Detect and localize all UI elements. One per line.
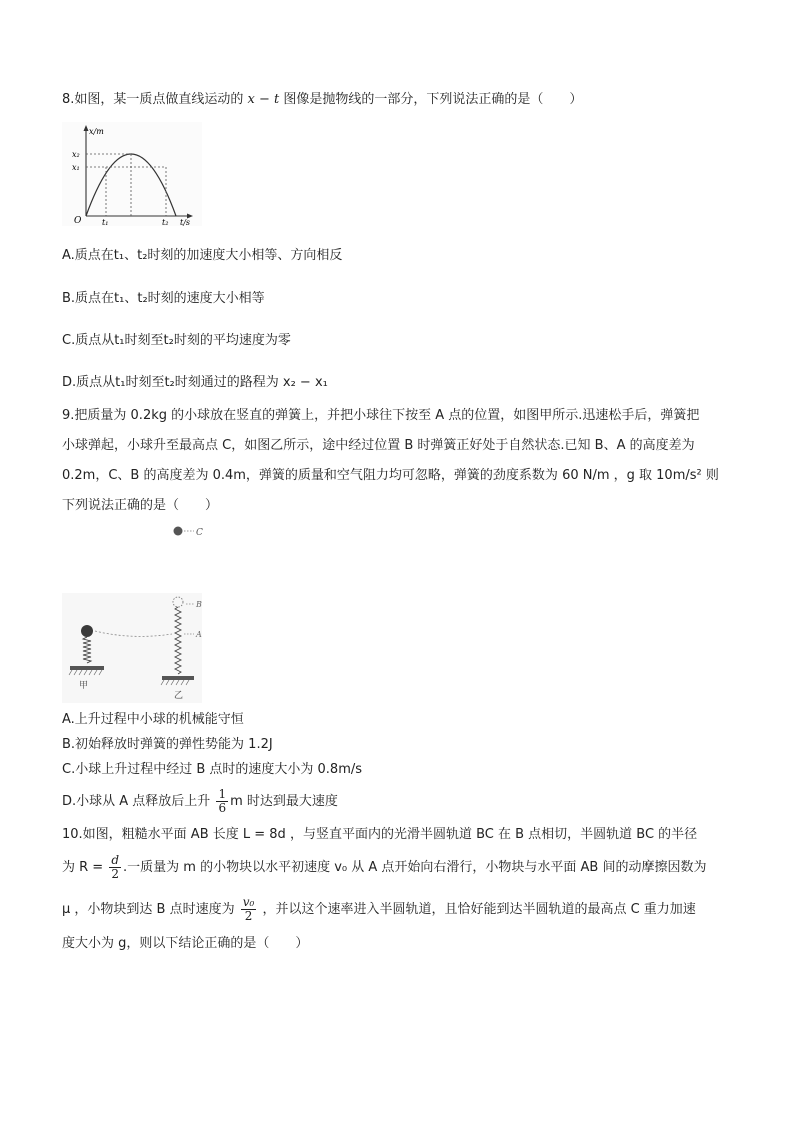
q8-option-b: B.质点在t₁、t₂时刻的速度大小相等 (62, 291, 265, 306)
q9-option-c: C.小球上升过程中经过 B 点时的速度大小为 0.8m/s (62, 762, 363, 777)
q9-option-d (62, 787, 338, 817)
label-jia: 甲 (79, 681, 89, 691)
q9-option-a: A.上升过程中小球的机械能守恒 (62, 712, 244, 727)
label-a: A (196, 630, 202, 639)
q10-l3-post: ，并以这个速率进入半圆轨道，且恰好能到达半圆轨道的最高点 C 重力加速 (258, 902, 696, 917)
x1-label: x₁ (72, 163, 80, 172)
q9-line1: 9.把质量为 0.2kg 的小球放在竖直的弹簧上，并把小球往下按至 A 点的位置，如图甲所示.迅速松手后，弹簧把 (62, 408, 700, 423)
q8-stem-pre: 8.如图，某一质点做直线运动的 (62, 92, 248, 107)
label-yi: 乙 (174, 691, 184, 701)
q8-xt-graph (62, 122, 202, 226)
q9-d-pre: D.小球从 A 点释放后上升 (62, 794, 215, 809)
q10-radius-fraction: $\frac{d}{2}$ (111, 853, 120, 881)
q10-line4: 度大小为 g，则以下结论正确的是（ ） (62, 936, 309, 951)
q8-option-c: C.质点从t₁时刻至t₂时刻的平均速度为零 (62, 333, 291, 348)
ball-at-a (81, 625, 93, 637)
q9-line3: 0.2m，C、B 的高度差为 0.4m，弹簧的质量和空气阻力均可忽略，弹簧的劲度系数为 60 N/m ，g 取 10m/s² 则 (62, 468, 719, 483)
x-axis-label: t/s (180, 218, 191, 226)
q9-line2: 小球弹起，小球升至最高点 C，如图乙所示，途中经过位置 B 时弹簧正好处于自然状态.已知 B、A 的高度差为 (62, 438, 695, 453)
label-b: B (196, 600, 202, 609)
ball-at-c (174, 527, 183, 536)
t1-label: t₁ (102, 218, 109, 226)
q8-option-d: D.质点从t₁时刻至t₂时刻通过的路程为 x₂ − x₁ (62, 375, 328, 390)
q9-line4: 下列说法正确的是（ ） (62, 498, 219, 513)
q8-option-a: A.质点在t₁、t₂时刻的加速度大小相等、方向相反 (62, 248, 343, 263)
y-axis-label: x/m (89, 127, 104, 136)
q10-line3 (62, 895, 696, 925)
t2-label: t₂ (162, 218, 169, 226)
q9-option-b: B.初始释放时弹簧的弹性势能为 1.2J (62, 737, 273, 752)
label-c: C (196, 528, 203, 538)
q10-l3-pre: μ ，小物块到达 B 点时速度为 (62, 902, 239, 917)
origin-label: O (74, 216, 82, 226)
q8-stem-post: 图像是抛物线的一部分，下列说法正确的是（ ） (279, 92, 583, 107)
q9-d-fraction: $\frac{1}{6}$ (218, 787, 227, 815)
q8-stem (62, 90, 582, 110)
q10-line1: 10.如图，粗糙水平面 AB 长度 L = 8d ，与竖直平面内的光滑半圆轨道 BC 在 B 点相切，半圆轨道 BC 的半径 (62, 827, 698, 842)
x2-label: x₂ (72, 150, 80, 159)
q9-spring-figure (62, 518, 242, 708)
q8-stem-math: x − t (247, 92, 280, 107)
q10-line2 (62, 853, 706, 883)
q10-velocity-fraction: $\frac{\text{v₀}}{2}$ (242, 895, 255, 923)
q9-d-post: m 时达到最大速度 (230, 794, 338, 809)
q10-l2-post: .一质量为 m 的小物块以水平初速度 v₀ 从 A 点开始向右滑行，小物块与水平面 AB 间的动摩擦因数为 (123, 860, 707, 875)
q10-l2-pre: 为 R = (62, 860, 108, 875)
